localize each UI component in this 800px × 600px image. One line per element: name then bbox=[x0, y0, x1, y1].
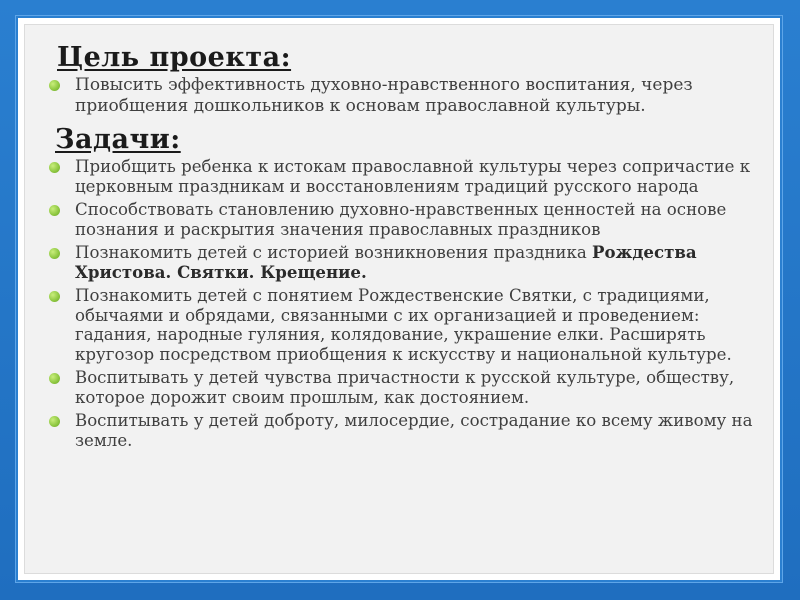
bullet-icon bbox=[49, 248, 60, 259]
list-item bbox=[45, 75, 765, 117]
task-item-text: Воспитывать у детей доброту, милосердие, сострадание ко всему живому на земле. bbox=[75, 411, 753, 450]
bullet-icon bbox=[49, 205, 60, 216]
list-item bbox=[45, 368, 765, 407]
task-item-bold-text: Рождества Христова. Святки. Крещение. bbox=[75, 242, 697, 282]
bullet-icon bbox=[49, 416, 60, 427]
goal-heading: Цель проекта: bbox=[57, 42, 292, 73]
list-item bbox=[45, 243, 765, 282]
bullet-icon bbox=[49, 373, 60, 384]
task-item-text: Способствовать становлению духовно-нравственных ценностей на основе познания и раскрытия значения православных праздников bbox=[75, 200, 727, 239]
task-item-text: Познакомить детей с понятием Рождественские Святки, с традициями, обычаями и обрядами, связанными с их организацией и проведением: гадания, народные гуляния, колядование, украшение елки. Расширять кругозор посредством приобщения к искусству и национальной культуре. bbox=[75, 286, 732, 364]
list-item bbox=[45, 286, 765, 364]
slide-content-area bbox=[24, 24, 774, 574]
bullet-icon bbox=[49, 291, 60, 302]
tasks-heading: Задачи: bbox=[55, 124, 181, 155]
bullet-icon bbox=[49, 162, 60, 173]
goal-item-text: Повысить эффективность духовно-нравственного воспитания, через приобщения дошкольников к основам православной культуры. bbox=[75, 75, 693, 116]
slide-paper bbox=[16, 16, 782, 582]
bullet-icon bbox=[49, 80, 60, 91]
goal-list bbox=[45, 75, 765, 117]
tasks-list bbox=[45, 157, 765, 450]
list-item bbox=[45, 200, 765, 239]
slide-text bbox=[45, 41, 765, 454]
list-item bbox=[45, 157, 765, 196]
task-item-text: Познакомить детей с историей возникновения праздника bbox=[75, 243, 593, 262]
task-item-text: Воспитывать у детей чувства причастности к русской культуре, обществу, которое дорожит своим прошлым, как достоянием. bbox=[75, 368, 735, 407]
task-item-text: Приобщить ребенка к истокам православной культуры через сопричастие к церковным праздникам и восстановлениям традиций русского народа bbox=[75, 157, 751, 196]
list-item bbox=[45, 411, 765, 450]
